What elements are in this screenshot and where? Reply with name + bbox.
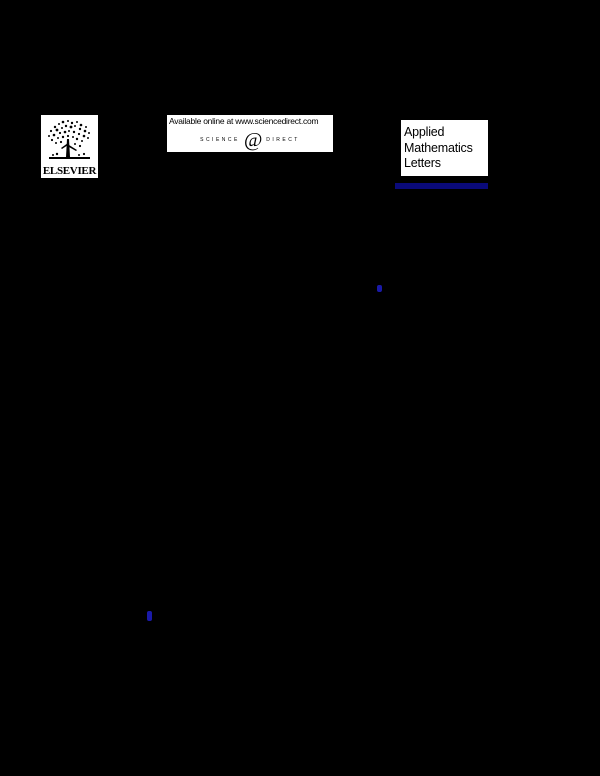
journal-homepage-link[interactable] <box>395 183 488 189</box>
journal-title-line-2: Mathematics <box>404 140 473 155</box>
elsevier-wordmark: ELSEVIER <box>42 165 97 177</box>
sciencedirect-banner[interactable] <box>167 115 333 152</box>
elsevier-logo <box>41 115 98 178</box>
journal-title-line-3: Letters <box>404 156 441 170</box>
footnote-link-marker[interactable] <box>147 611 152 621</box>
available-online-text: Available online at www.sciencedirect.com <box>169 116 319 126</box>
tree-illustration-icon <box>41 115 98 165</box>
footnote-link-marker[interactable] <box>377 285 382 292</box>
at-sign-icon: @ <box>243 129 263 151</box>
journal-logo <box>401 120 488 176</box>
direct-word: DIRECT <box>266 137 300 143</box>
journal-title-line-1: Applied <box>404 125 445 139</box>
science-word: SCIENCE <box>200 137 240 143</box>
sciencedirect-brand <box>167 130 333 150</box>
